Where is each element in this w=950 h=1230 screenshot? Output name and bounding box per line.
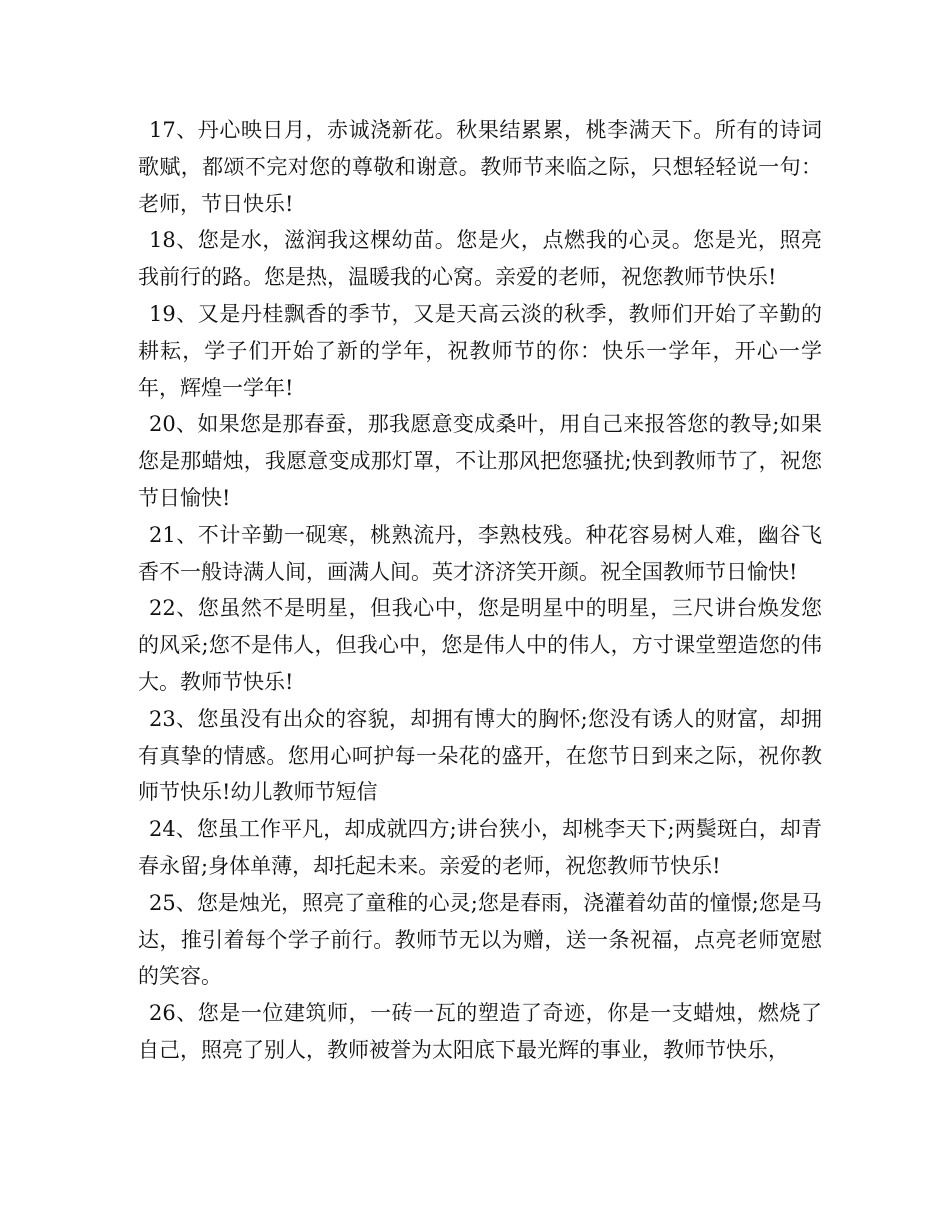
paragraph-24: 24、您虽工作平凡，却成就四方;讲台狭小，却桃李天下;两鬓斑白，却青春永留;身体单薄，却托起未来。亲爱的老师，祝您教师节快乐! <box>138 817 822 878</box>
paragraph-18: 18、您是水，滋润我这棵幼苗。您是火，点燃我的心灵。您是光，照亮我前行的路。您是热，温暖我的心窝。亲爱的老师，祝您教师节快乐! <box>138 228 822 290</box>
paragraph-22: 22、您虽然不是明星，但我心中，您是明星中的明星，三尺讲台焕发您的风采;您不是伟人，但我心中，您是伟人中的伟人，方寸课堂塑造您的伟大。教师节快乐! <box>138 596 822 694</box>
paragraph-26: 26、您是一位建筑师，一砖一瓦的塑造了奇迹，你是一支蜡烛，燃烧了自己，照亮了别人，教师被誉为太阳底下最光辉的事业，教师节快乐， <box>138 1001 822 1062</box>
paragraph-25: 25、您是烛光，照亮了童稚的心灵;您是春雨，浇灌着幼苗的憧憬;您是马达，推引着每个学子前行。教师节无以为赠，送一条祝福，点亮老师宽慰的笑容。 <box>138 890 822 989</box>
document-body <box>138 112 822 1069</box>
paragraph-20: 20、如果您是那春蚕，那我愿意变成桑叶，用自己来报答您的教导;如果您是那蜡烛，我愿意变成那灯罩，不让那风把您骚扰;快到教师节了，祝您节日愉快! <box>138 412 822 510</box>
paragraph-17: 17、丹心映日月，赤诚浇新花。秋果结累累，桃李满天下。所有的诗词歌赋，都颂不完对您的尊敬和谢意。教师节来临之际，只想轻轻说一句：老师，节日快乐! <box>138 118 822 216</box>
paragraph-21: 21、不计辛勤一砚寒，桃熟流丹，李熟枝残。种花容易树人难，幽谷飞香不一般诗满人间，画满人间。英才济济笑开颜。祝全国教师节日愉快! <box>138 522 822 584</box>
paragraph-23: 23、您虽没有出众的容貌，却拥有博大的胸怀;您没有诱人的财富，却拥有真挚的情感。您用心呵护每一朵花的盛开，在您节日到来之际，祝你教师节快乐!幼儿教师节短信 <box>138 706 822 805</box>
paragraph-19: 19、又是丹桂飘香的季节，又是天高云淡的秋季，教师们开始了辛勤的耕耘，学子们开始了新的学年，祝教师节的你：快乐一学年，开心一学年，辉煌一学年! <box>138 301 822 400</box>
